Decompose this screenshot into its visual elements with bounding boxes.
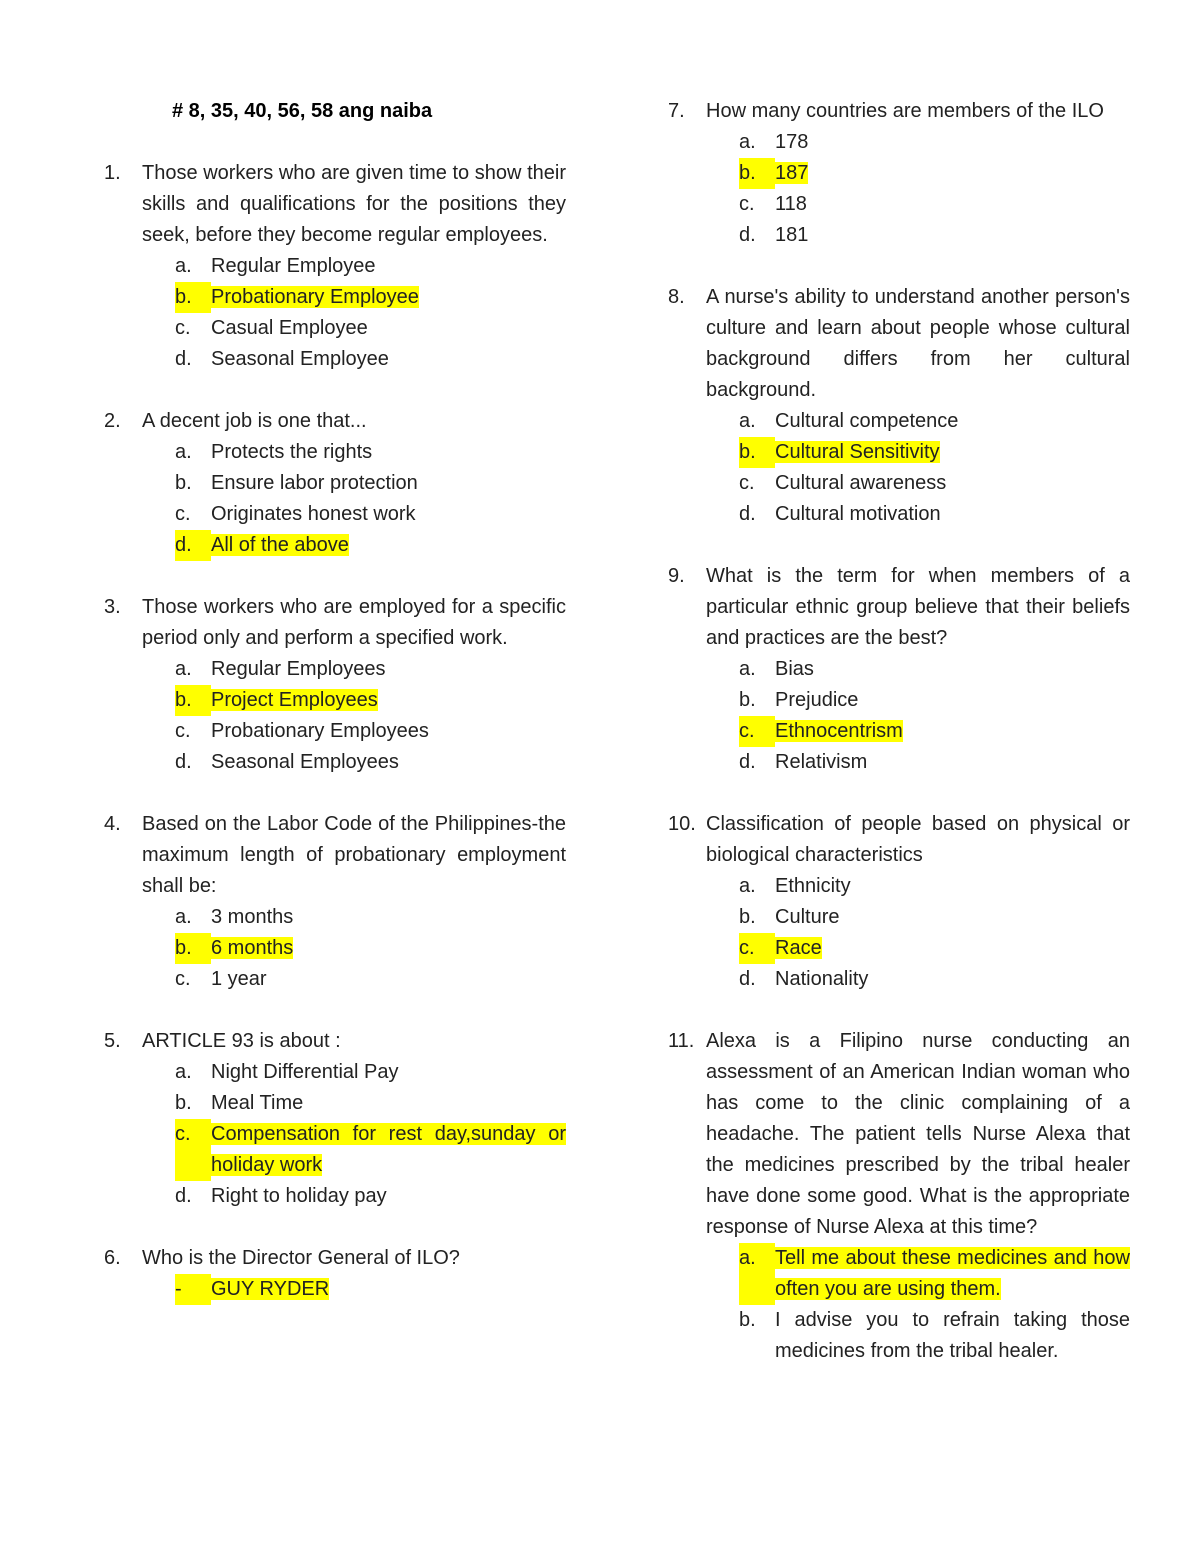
option-text-wrap <box>775 1305 1130 1367</box>
question-number: 7. <box>668 100 685 122</box>
option-label: b. <box>739 689 756 711</box>
question-item <box>668 1026 1130 1367</box>
option-label: a. <box>175 906 192 928</box>
option-label: b. <box>739 437 775 468</box>
answer-option <box>739 902 1130 933</box>
question-body <box>142 809 566 995</box>
option-label: a. <box>175 441 192 463</box>
question-body <box>142 158 566 375</box>
option-text: 6 months <box>211 937 294 959</box>
option-text-wrap <box>211 468 566 499</box>
option-text-wrap <box>775 127 1130 158</box>
answer-option <box>175 313 566 344</box>
question-number: 11. <box>668 1030 695 1052</box>
option-text-wrap <box>775 933 1130 964</box>
option-text: Nationality <box>775 968 869 990</box>
option-label: d. <box>739 224 756 246</box>
answer-option <box>175 251 566 282</box>
option-label: a. <box>175 658 192 680</box>
option-text: Regular Employee <box>211 255 376 277</box>
answer-option <box>175 344 566 375</box>
question-text: ARTICLE 93 is about : <box>142 1030 341 1052</box>
option-text-wrap <box>211 747 566 778</box>
answer-option <box>175 1181 566 1212</box>
question-number: 3. <box>104 596 121 618</box>
option-label: b. <box>739 906 756 928</box>
option-text-wrap <box>775 406 1130 437</box>
answer-option <box>175 964 566 995</box>
option-text-wrap <box>775 220 1130 251</box>
answer-option <box>175 1088 566 1119</box>
answer-option-highlighted <box>739 437 1130 468</box>
option-text: All of the above <box>211 534 349 556</box>
question-number: 9. <box>668 565 685 587</box>
option-label: c. <box>175 317 191 339</box>
option-text: Cultural motivation <box>775 503 941 525</box>
question-body <box>142 592 566 778</box>
question-item <box>104 158 566 375</box>
answer-option <box>739 127 1130 158</box>
option-text-wrap <box>211 530 566 561</box>
question-body <box>142 1026 566 1212</box>
option-label: c. <box>175 968 191 990</box>
option-text: Project Employees <box>211 689 378 711</box>
option-text: Cultural Sensitivity <box>775 441 940 463</box>
page-title: # 8, 35, 40, 56, 58 ang naiba <box>172 100 433 122</box>
option-label: b. <box>175 472 192 494</box>
question-text: A decent job is one that... <box>142 410 367 432</box>
answer-option <box>175 1057 566 1088</box>
question-item <box>668 282 1130 530</box>
question-text: Who is the Director General of ILO? <box>142 1247 460 1269</box>
option-label: d. <box>739 968 756 990</box>
option-text: Relativism <box>775 751 868 773</box>
option-text: 178 <box>775 131 809 153</box>
option-text: Night Differential Pay <box>211 1061 399 1083</box>
option-text-wrap <box>211 902 566 933</box>
answer-option <box>739 747 1130 778</box>
option-text: Culture <box>775 906 840 928</box>
option-text-wrap <box>211 282 566 313</box>
option-text-wrap <box>211 344 566 375</box>
option-label: a. <box>175 255 192 277</box>
question-text: Classification of people based on physical or biological characteristics <box>706 813 1130 866</box>
option-label: d. <box>739 751 756 773</box>
option-text: Compensation for rest day,sunday or holiday work <box>211 1123 566 1176</box>
answer-option-highlighted <box>739 716 1130 747</box>
option-text-wrap <box>211 654 566 685</box>
question-number: 2. <box>104 410 121 432</box>
option-label: d. <box>175 751 192 773</box>
option-text: Race <box>775 937 822 959</box>
answer-option <box>175 499 566 530</box>
answer-option-highlighted <box>175 282 566 313</box>
option-text-wrap <box>775 716 1130 747</box>
question-number: 8. <box>668 286 685 308</box>
option-text: Tell me about these medicines and how often you are using them. <box>775 1247 1130 1300</box>
question-body <box>142 406 566 561</box>
option-text-wrap <box>775 654 1130 685</box>
option-text-wrap <box>211 251 566 282</box>
answer-option-highlighted <box>175 1119 566 1181</box>
answer-option <box>739 1305 1130 1367</box>
option-text-wrap <box>775 158 1130 189</box>
option-text-wrap <box>211 1119 566 1181</box>
option-label: d. <box>175 348 192 370</box>
option-text: 181 <box>775 224 809 246</box>
question-body <box>706 561 1130 778</box>
option-text-wrap <box>211 313 566 344</box>
answer-option <box>175 437 566 468</box>
option-text-wrap <box>775 1243 1130 1305</box>
question-text: Those workers who are given time to show their skills and qualifications for the positions they seek, before they become regular employees. <box>142 162 566 246</box>
option-text-wrap <box>775 437 1130 468</box>
question-item <box>668 809 1130 995</box>
question-body <box>706 282 1130 530</box>
option-text-wrap <box>211 933 566 964</box>
option-text: Protects the rights <box>211 441 373 463</box>
answer-option <box>739 685 1130 716</box>
answer-option <box>175 902 566 933</box>
option-text-wrap <box>775 189 1130 220</box>
option-text: Ethnicity <box>775 875 851 897</box>
answer-option <box>739 499 1130 530</box>
option-text-wrap <box>211 716 566 747</box>
option-text: Prejudice <box>775 689 859 711</box>
question-text: Based on the Labor Code of the Philippines-the maximum length of probationary employment shall be: <box>142 813 566 897</box>
right-column <box>668 96 1130 1398</box>
question-text: A nurse's ability to understand another person's culture and learn about people whose cultural background differs from her cultural background. <box>706 286 1130 401</box>
option-text-wrap <box>211 1057 566 1088</box>
answer-option-highlighted <box>175 685 566 716</box>
question-number: 5. <box>104 1030 121 1052</box>
option-label: b. <box>175 933 211 964</box>
question-item <box>104 592 566 778</box>
option-text: Cultural awareness <box>775 472 947 494</box>
option-text: I advise you to refrain taking those medicines from the tribal healer. <box>775 1309 1130 1362</box>
option-label: c. <box>175 503 191 525</box>
option-text-wrap <box>211 437 566 468</box>
option-label: a. <box>739 1243 775 1305</box>
answer-option <box>739 406 1130 437</box>
answer-option <box>739 964 1130 995</box>
option-text: Ethnocentrism <box>775 720 903 742</box>
question-item <box>104 1026 566 1212</box>
answer-option-highlighted <box>175 1274 566 1305</box>
option-text: Regular Employees <box>211 658 386 680</box>
question-body <box>706 96 1130 251</box>
option-text: 118 <box>775 193 807 215</box>
option-text-wrap <box>775 902 1130 933</box>
question-body <box>142 1243 566 1305</box>
option-label: d. <box>739 503 756 525</box>
option-label: b. <box>175 1092 192 1114</box>
option-text: Casual Employee <box>211 317 368 339</box>
answer-option <box>175 654 566 685</box>
question-body <box>706 1026 1130 1367</box>
answer-option <box>739 468 1130 499</box>
option-text-wrap <box>211 1181 566 1212</box>
answer-option <box>175 468 566 499</box>
answer-option <box>739 654 1130 685</box>
question-number: 6. <box>104 1247 121 1269</box>
option-text-wrap <box>211 685 566 716</box>
question-item <box>104 406 566 561</box>
question-text: What is the term for when members of a particular ethnic group believe that their beliefs and practices are the best? <box>706 565 1130 649</box>
answer-option-highlighted <box>175 530 566 561</box>
answer-option <box>739 220 1130 251</box>
option-text: 1 year <box>211 968 267 990</box>
question-text: Those workers who are employed for a specific period only and perform a specified work. <box>142 596 566 649</box>
option-label: c. <box>739 716 775 747</box>
option-label: b. <box>175 282 211 313</box>
option-text-wrap <box>211 1274 566 1305</box>
question-number: 10. <box>668 813 696 835</box>
question-text: How many countries are members of the ILO <box>706 100 1104 122</box>
answer-option-highlighted <box>175 933 566 964</box>
option-text-wrap <box>775 468 1130 499</box>
option-text-wrap <box>211 964 566 995</box>
option-label: c. <box>175 720 191 742</box>
option-text-wrap <box>775 747 1130 778</box>
question-item <box>668 561 1130 778</box>
question-text: Alexa is a Filipino nurse conducting an assessment of an American Indian woman who has come to the clinic complaining of a headache. The patient tells Nurse Alexa that the medicines prescribed by the tribal healer have done some good. What is the appropriate response of Nurse Alexa at this time? <box>706 1030 1130 1238</box>
option-label: c. <box>175 1119 211 1181</box>
option-text: 3 months <box>211 906 294 928</box>
left-column <box>104 96 566 1336</box>
option-text: Bias <box>775 658 814 680</box>
option-text: Seasonal Employees <box>211 751 399 773</box>
option-text: 187 <box>775 162 809 184</box>
option-text-wrap <box>775 964 1130 995</box>
option-text-wrap <box>775 685 1130 716</box>
question-item <box>104 809 566 995</box>
option-text-wrap <box>211 1088 566 1119</box>
option-text-wrap <box>211 499 566 530</box>
option-text: Seasonal Employee <box>211 348 389 370</box>
option-label: c. <box>739 193 755 215</box>
answer-option <box>175 747 566 778</box>
question-number: 4. <box>104 813 121 835</box>
option-text: GUY RYDER <box>211 1278 330 1300</box>
answer-option <box>175 716 566 747</box>
answer-option <box>739 189 1130 220</box>
option-text: Probationary Employee <box>211 286 419 308</box>
question-number: 1. <box>104 162 121 184</box>
option-label: a. <box>739 410 756 432</box>
option-label: - <box>175 1274 211 1305</box>
question-item <box>668 96 1130 251</box>
option-label: d. <box>175 1185 192 1207</box>
option-label: d. <box>175 530 211 561</box>
option-label: a. <box>739 875 756 897</box>
option-label: a. <box>739 658 756 680</box>
option-label: b. <box>175 685 211 716</box>
option-text-wrap <box>775 499 1130 530</box>
option-label: c. <box>739 933 775 964</box>
option-text: Originates honest work <box>211 503 416 525</box>
option-text: Ensure labor protection <box>211 472 418 494</box>
option-text: Right to holiday pay <box>211 1185 387 1207</box>
option-label: a. <box>175 1061 192 1083</box>
option-label: b. <box>739 158 775 189</box>
question-body <box>706 809 1130 995</box>
answer-option-highlighted <box>739 158 1130 189</box>
option-text-wrap <box>775 871 1130 902</box>
option-text: Probationary Employees <box>211 720 429 742</box>
option-text: Meal Time <box>211 1092 304 1114</box>
answer-option-highlighted <box>739 1243 1130 1305</box>
option-text: Cultural competence <box>775 410 959 432</box>
option-label: b. <box>739 1309 756 1331</box>
answer-option <box>739 871 1130 902</box>
answer-option-highlighted <box>739 933 1130 964</box>
option-label: a. <box>739 131 756 153</box>
question-item <box>104 1243 566 1305</box>
option-label: c. <box>739 472 755 494</box>
